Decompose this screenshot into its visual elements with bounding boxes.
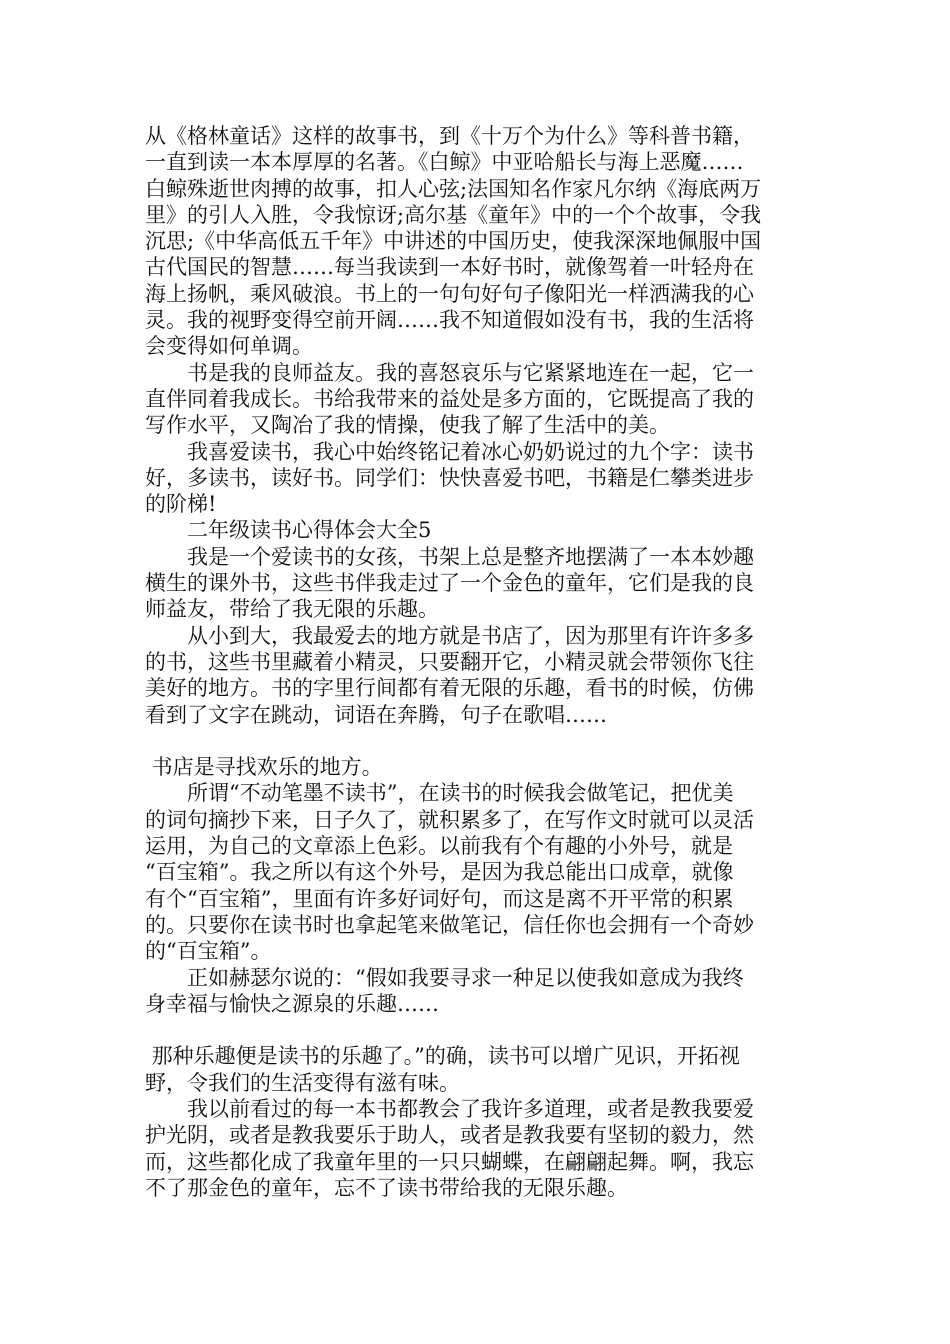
blank-line: [145, 728, 810, 754]
text-line: 不了那金色的童年，忘不了读书带给我的无限乐趣。: [145, 1175, 628, 1200]
text-line: 看到了文字在跳动，词语在奔腾，句子在歌唱……: [145, 702, 607, 727]
text-line: 二年级读书心得体会大全5: [145, 518, 432, 543]
text-line: “百宝箱”。我之所以有这个外号，是因为我总能出口成章，就像: [145, 860, 734, 885]
text-line: 的“百宝箱”。: [145, 939, 272, 964]
text-line: 的阶梯!: [145, 492, 217, 517]
text-line: 一直到读一本本厚厚的名著。《白鲸》中亚哈船长与海上恶魔……: [145, 150, 744, 175]
text-line: 所谓“不动笔墨不读书”，在读书的时候我会做笔记，把优美: [145, 781, 734, 806]
text-line: 有个“百宝箱”，里面有许多好词好句，而这是离不开平常的积累: [145, 886, 734, 911]
text-line: 我是一个爱读书的女孩，书架上总是整齐地摆满了一本本妙趣: [145, 544, 754, 569]
text-line: 从《格林童话》这样的故事书，到《十万个为什么》等科普书籍，: [145, 124, 754, 148]
document-body: [145, 123, 810, 1201]
text-line: 从小到大，我最爱去的地方就是书店了，因为那里有许许多多: [145, 623, 754, 648]
text-line: 书店是寻找欢乐的地方。: [145, 755, 383, 780]
text-line: 沉思;《中华高低五千年》中讲述的中国历史，使我深深地佩服中国: [145, 229, 762, 254]
text-line: 的词句摘抄下来，日子久了，就积累多了，在写作文时就可以灵活: [145, 807, 754, 832]
text-line: 野，令我们的生活变得有滋有味。: [145, 1070, 460, 1095]
blank-line: [145, 1017, 810, 1043]
text-line: 我喜爱读书，我心中始终铭记着冰心奶奶说过的九个字：读书: [145, 439, 754, 464]
text-line: 横生的课外书，这些书伴我走过了一个金色的童年，它们是我的良: [145, 571, 754, 596]
text-line: 直伴同着我成长。书给我带来的益处是多方面的，它既提高了我的: [145, 386, 754, 411]
text-line: 身幸福与愉快之源泉的乐趣……: [145, 991, 439, 1016]
text-line: 的。只要你在读书时也拿起笔来做笔记，信任你也会拥有一个奇妙: [145, 912, 754, 937]
text-line: 那种乐趣便是读书的乐趣了。”的确，读书可以增广见识，开拓视: [145, 1044, 740, 1069]
text-line: 我以前看过的每一本书都教会了我许多道理，或者是教我要爱: [145, 1096, 754, 1121]
text-line: 白鲸殊逝世肉搏的故事，扣人心弦;法国知名作家凡尔纳《海底两万: [145, 176, 762, 201]
text-line: 古代国民的智慧……每当我读到一本好书时，就像驾着一叶轻舟在: [145, 255, 754, 280]
text-line: 书是我的良师益友。我的喜怒哀乐与它紧紧地连在一起，它一: [145, 360, 754, 385]
text-line: 正如赫瑟尔说的：“假如我要寻求一种足以使我如意成为我终: [145, 965, 744, 990]
text-line: 海上扬帆，乘风破浪。书上的一句句好句子像阳光一样洒满我的心: [145, 281, 754, 306]
text-line: 好，多读书，读好书。同学们：快快喜爱书吧，书籍是仁攀类进步: [145, 465, 754, 490]
text-line: 而，这些都化成了我童年里的一只只蝴蝶，在翩翩起舞。啊，我忘: [145, 1149, 754, 1174]
text-line: 运用，为自己的文章添上色彩。以前我有个有趣的小外号，就是: [145, 834, 733, 859]
text-line: 师益友，带给了我无限的乐趣。: [145, 597, 439, 622]
text-line: 会变得如何单调。: [145, 334, 313, 359]
text-line: 美好的地方。书的字里行间都有着无限的乐趣，看书的时候，仿佛: [145, 676, 754, 701]
text-line: 护光阴，或者是教我要乐于助人，或者是教我要有坚韧的毅力，然: [145, 1123, 754, 1148]
text-line: 里》的引人入胜，令我惊讶;高尔基《童年》中的一个个故事，令我: [145, 202, 762, 227]
text-line: 灵。我的视野变得空前开阔……我不知道假如没有书，我的生活将: [145, 308, 754, 333]
text-line: 的书，这些书里藏着小精灵，只要翻开它，小精灵就会带领你飞往: [145, 649, 754, 674]
text-line: 写作水平，又陶冶了我的情操，使我了解了生活中的美。: [145, 413, 670, 438]
